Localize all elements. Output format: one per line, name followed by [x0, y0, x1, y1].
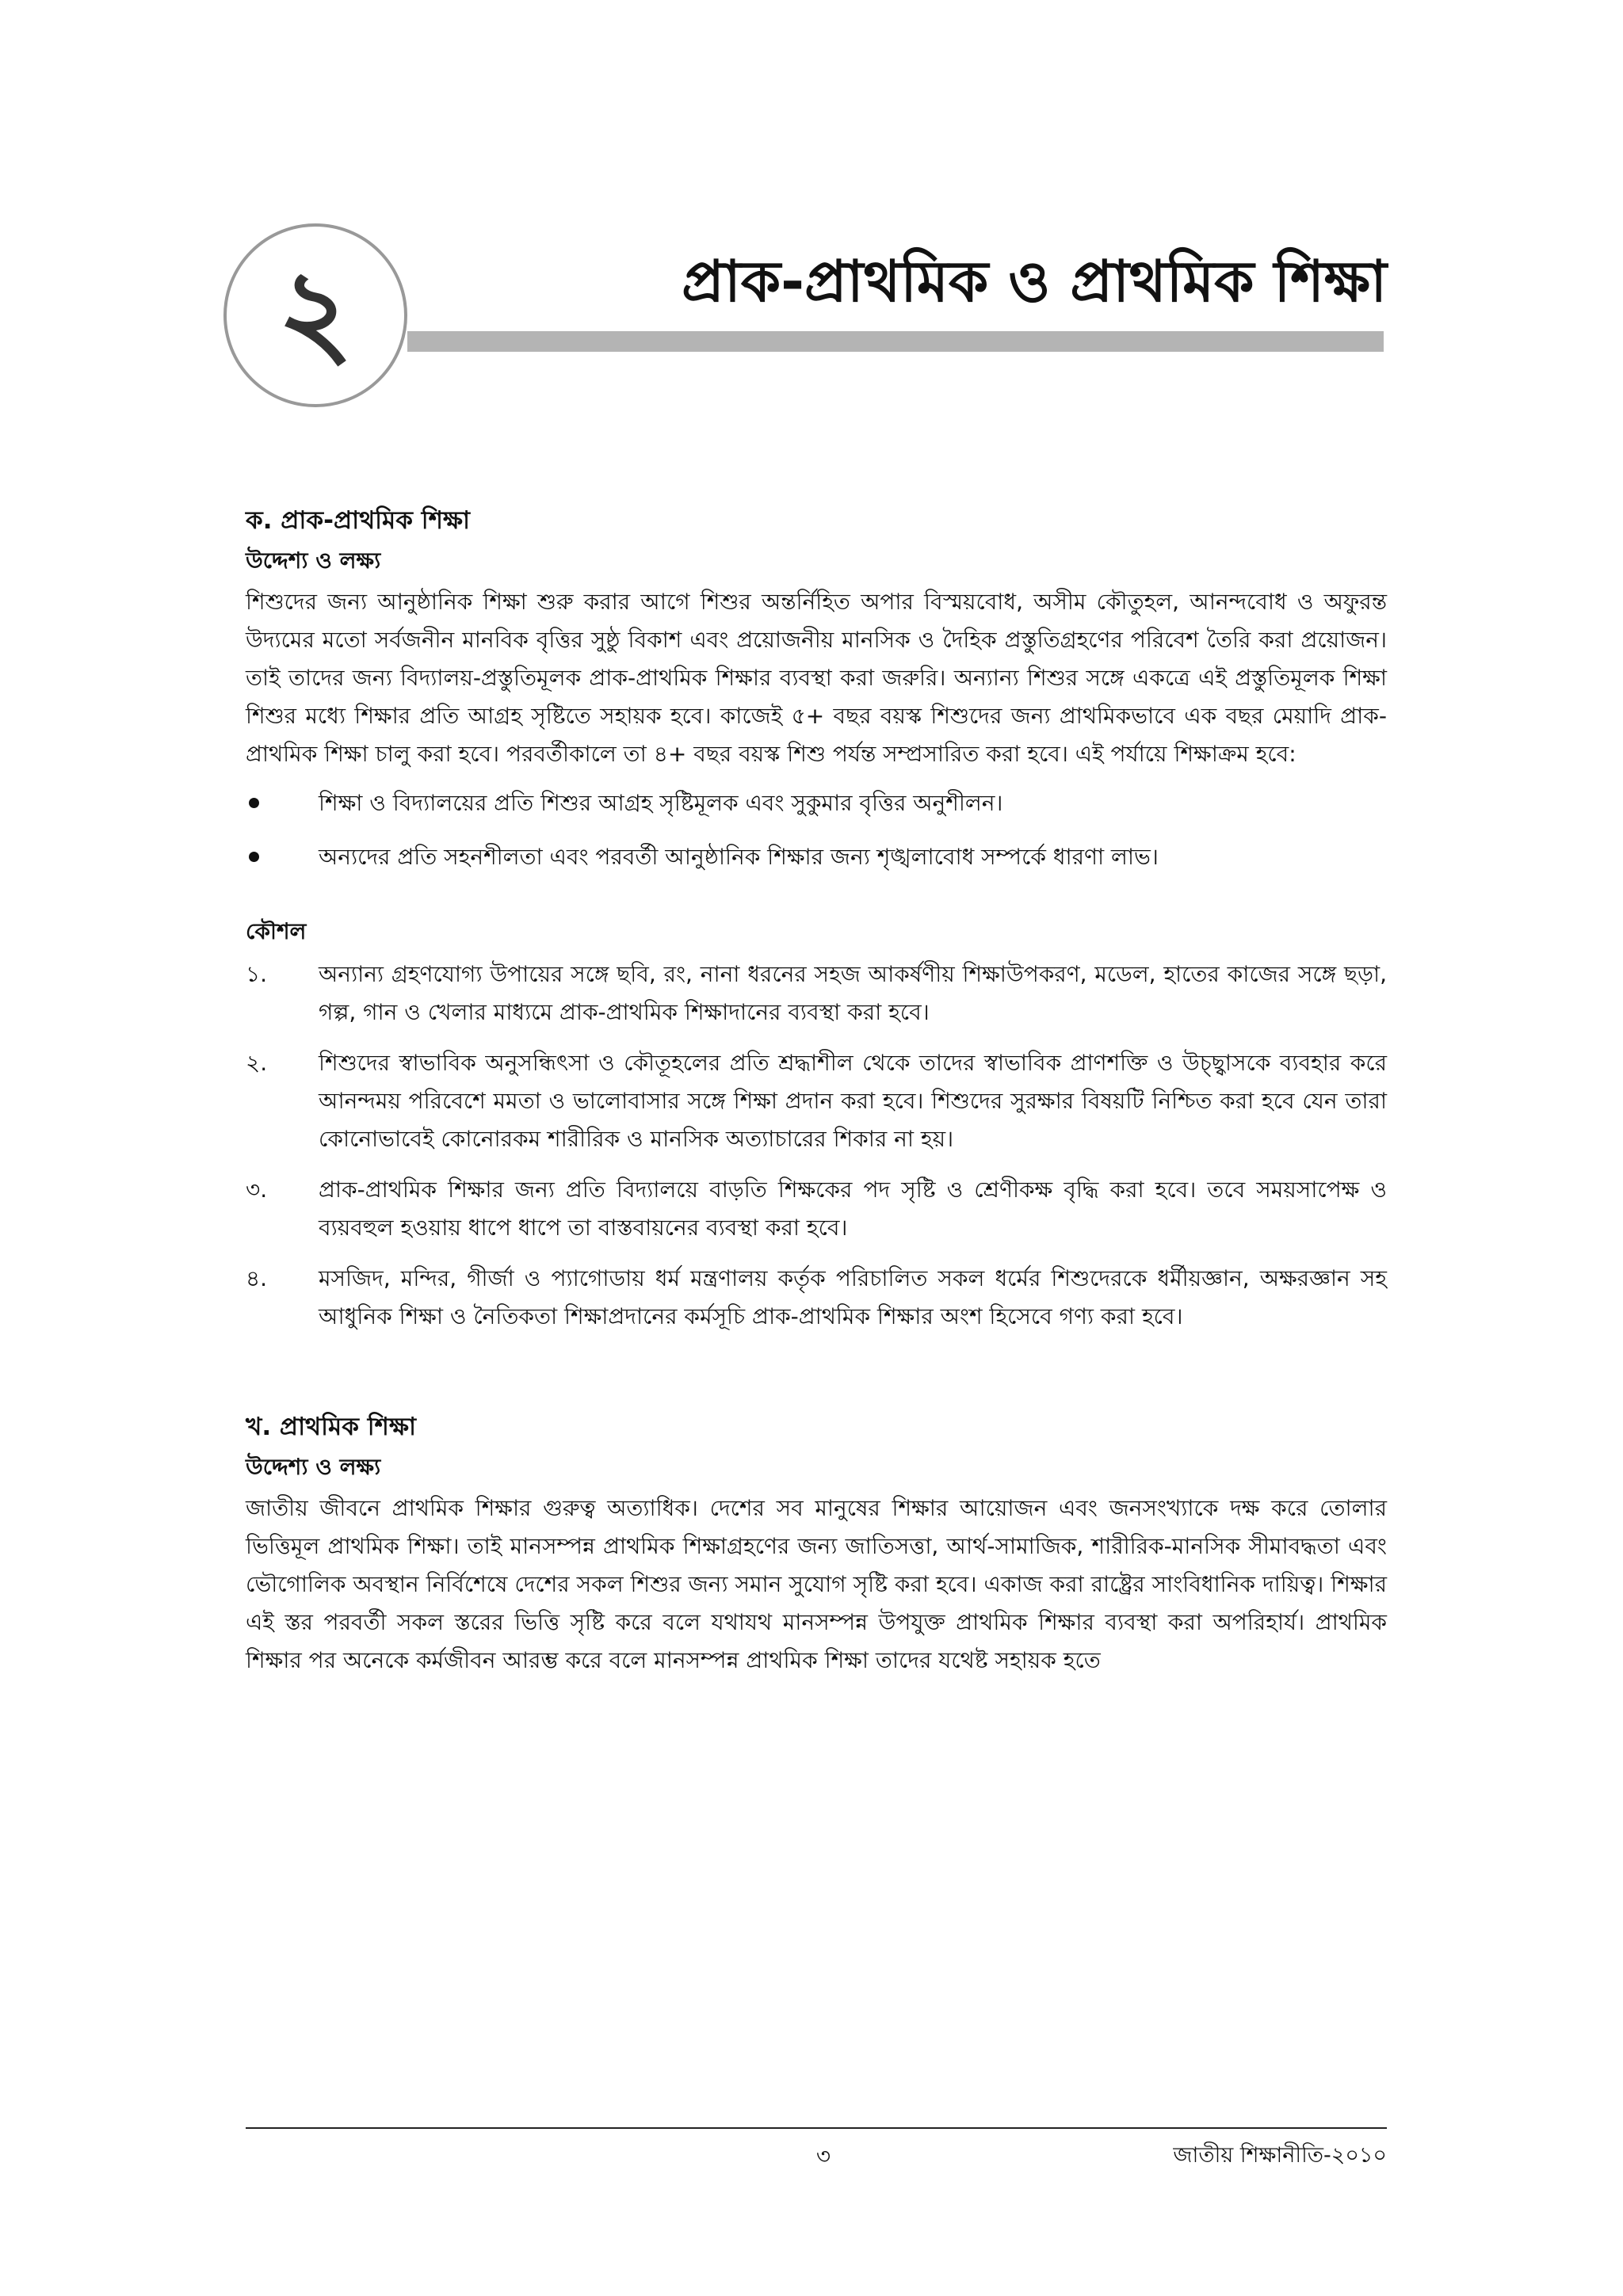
strategy-text: মসজিদ, মন্দির, গীর্জা ও প্যাগোডায় ধর্ম মন্ত্রণালয় কর্তৃক পরিচালিত সকল ধর্মের শিশুদেরকে ধর্মীয়জ্ঞান, অক্ষরজ্ঞান সহ আধুনিক শিক্ষা ও নৈতিকতা শিক্ষাপ্রদানের কর্মসূচি প্রাক-প্রাথমিক শিক্ষার অংশ হিসেবে গণ্য করা হবে। — [319, 1265, 1387, 1329]
chapter-number-circle — [223, 223, 407, 407]
bullet-dot-icon — [249, 852, 259, 862]
strategy-list — [246, 955, 1387, 1336]
bullet-text: শিক্ষা ও বিদ্যালয়ের প্রতি শিশুর আগ্রহ সৃষ্টিমূলক এবং সুকুমার বৃত্তির অনুশীলন। — [319, 790, 1003, 816]
bullet-dot-icon — [249, 798, 259, 808]
bullet-item — [246, 784, 1387, 822]
strategy-item — [246, 955, 1387, 1032]
strategy-number: ১. — [246, 961, 268, 987]
bullet-text: অন্যদের প্রতি সহনশীলতা এবং পরবর্তী আনুষ্ঠানিক শিক্ষার জন্য শৃঙ্খলাবোধ সম্পর্কে ধারণা লাভ। — [319, 844, 1159, 870]
bullet-item — [246, 838, 1387, 876]
strategy-number: ২. — [246, 1050, 268, 1076]
footer-divider — [246, 2127, 1387, 2129]
curriculum-bullet-list — [246, 784, 1387, 876]
page-content — [246, 499, 1387, 1680]
page-number: ৩ — [815, 2143, 831, 2169]
strategy-number: ৩. — [246, 1177, 268, 1203]
strategy-item — [246, 1260, 1387, 1336]
section-kha-objectives-heading: উদ্দেশ্য ও লক্ষ্য — [246, 1454, 381, 1480]
section-kha-objectives-text: জাতীয় জীবনে প্রাথমিক শিক্ষার গুরুত্ব অত্যাধিক। দেশের সব মানুষের শিক্ষার আয়োজন এবং জনসংখ্যাকে দক্ষ করে তোলার ভিত্তিমূল প্রাথমিক শিক্ষা। তাই মানসম্পন্ন প্রাথমিক শিক্ষাগ্রহণের জন্য জাতিসত্তা, আর্থ-সামাজিক, শারীরিক-মানসিক সীমাবদ্ধতা এবং ভৌগোলিক অবস্থান নির্বিশেষে দেশের সকল শিশুর জন্য সমান সুযোগ সৃষ্টি করা হবে। একাজ করা রাষ্ট্রের সাংবিধানিক দায়িত্ব। শিক্ষার এই স্তর পরবর্তী সকল স্তরের ভিত্তি সৃষ্টি করে বলে যথাযথ মানসম্পন্ন উপযুক্ত প্রাথমিক শিক্ষার ব্যবস্থা করা অপরিহার্য। প্রাথমিক শিক্ষার পর অনেকে কর্মজীবন আরম্ভ করে বলে মানসম্পন্ন প্রাথমিক শিক্ষা তাদের যথেষ্ট সহায়ক হতে — [246, 1495, 1387, 1673]
section-ka-objectives-text: শিশুদের জন্য আনুষ্ঠানিক শিক্ষা শুরু করার আগে শিশুর অন্তর্নিহিত অপার বিস্ময়বোধ, অসীম কৌতুহল, আনন্দবোধ ও অফুরন্ত উদ্যমের মতো সর্বজনীন মানবিক বৃত্তির সুষ্ঠু বিকাশ এবং প্রয়োজনীয় মানসিক ও দৈহিক প্রস্তুতিগ্রহণের পরিবেশ তৈরি করা প্রয়োজন। তাই তাদের জন্য বিদ্যালয়-প্রস্তুতিমূলক প্রাক-প্রাথমিক শিক্ষার ব্যবস্থা করা জরুরি। অন্যান্য শিশুর সঙ্গে একত্রে এই প্রস্তুতিমূলক শিক্ষা শিশুর মধ্যে শিক্ষার প্রতি আগ্রহ সৃষ্টিতে সহায়ক হবে। কাজেই ৫+ বছর বয়স্ক শিশুদের জন্য প্রাথমিকভাবে এক বছর মেয়াদি প্রাক-প্রাথমিক শিক্ষা চালু করা হবে। পরবর্তীকালে তা ৪+ বছর বয়স্ক শিশু পর্যন্ত সম্প্রসারিত করা হবে। এই পর্যায়ে শিক্ষাক্রম হবে: — [246, 589, 1387, 767]
strategy-item — [246, 1171, 1387, 1247]
strategy-item — [246, 1044, 1387, 1158]
strategy-text: শিশুদের স্বাভাবিক অনুসন্ধিৎসা ও কৌতূহলের প্রতি শ্রদ্ধাশীল থেকে তাদের স্বাভাবিক প্রাণশক্তি ও উচ্ছ্বাসকে ব্যবহার করে আনন্দময় পরিবেশে মমতা ও ভালোবাসার সঙ্গে শিক্ষা প্রদান করা হবে। শিশুদের সুরক্ষার বিষয়টি নিশ্চিত করা হবে যেন তারা কোনোভাবেই কোনোরকম শারীরিক ও মানসিক অত্যাচারের শিকার না হয়। — [319, 1050, 1387, 1152]
chapter-number: ২ — [277, 244, 354, 380]
footer-document-title: জাতীয় শিক্ষানীতি-২০১০ — [1173, 2143, 1387, 2168]
section-kha-heading: খ. প্রাথমিক শিক্ষা — [246, 1413, 417, 1441]
chapter-title: প্রাক-প্রাথমিক ও প্রাথমিক শিক্ষা — [682, 248, 1387, 315]
chapter-title-underline — [407, 331, 1384, 352]
strategy-text: প্রাক-প্রাথমিক শিক্ষার জন্য প্রতি বিদ্যালয়ে বাড়তি শিক্ষকের পদ সৃষ্টি ও শ্রেণীকক্ষ বৃদ্ধি করা হবে। তবে সময়সাপেক্ষ ও ব্যয়বহুল হওয়ায় ধাপে ধাপে তা বাস্তবায়নের ব্যবস্থা করা হবে। — [319, 1177, 1387, 1241]
section-ka-objectives-heading: উদ্দেশ্য ও লক্ষ্য — [246, 547, 381, 574]
strategy-text: অন্যান্য গ্রহণযোগ্য উপায়ের সঙ্গে ছবি, রং, নানা ধরনের সহজ আকর্ষণীয় শিক্ষাউপকরণ, মডেল, হাতের কাজের সঙ্গে ছড়া, গল্প, গান ও খেলার মাধ্যমে প্রাক-প্রাথমিক শিক্ষাদানের ব্যবস্থা করা হবে। — [319, 961, 1387, 1025]
strategy-heading: কৌশল — [246, 918, 307, 944]
strategy-number: ৪. — [246, 1265, 268, 1291]
section-ka-heading: ক. প্রাক-প্রাথমিক শিক্ষা — [246, 506, 471, 535]
